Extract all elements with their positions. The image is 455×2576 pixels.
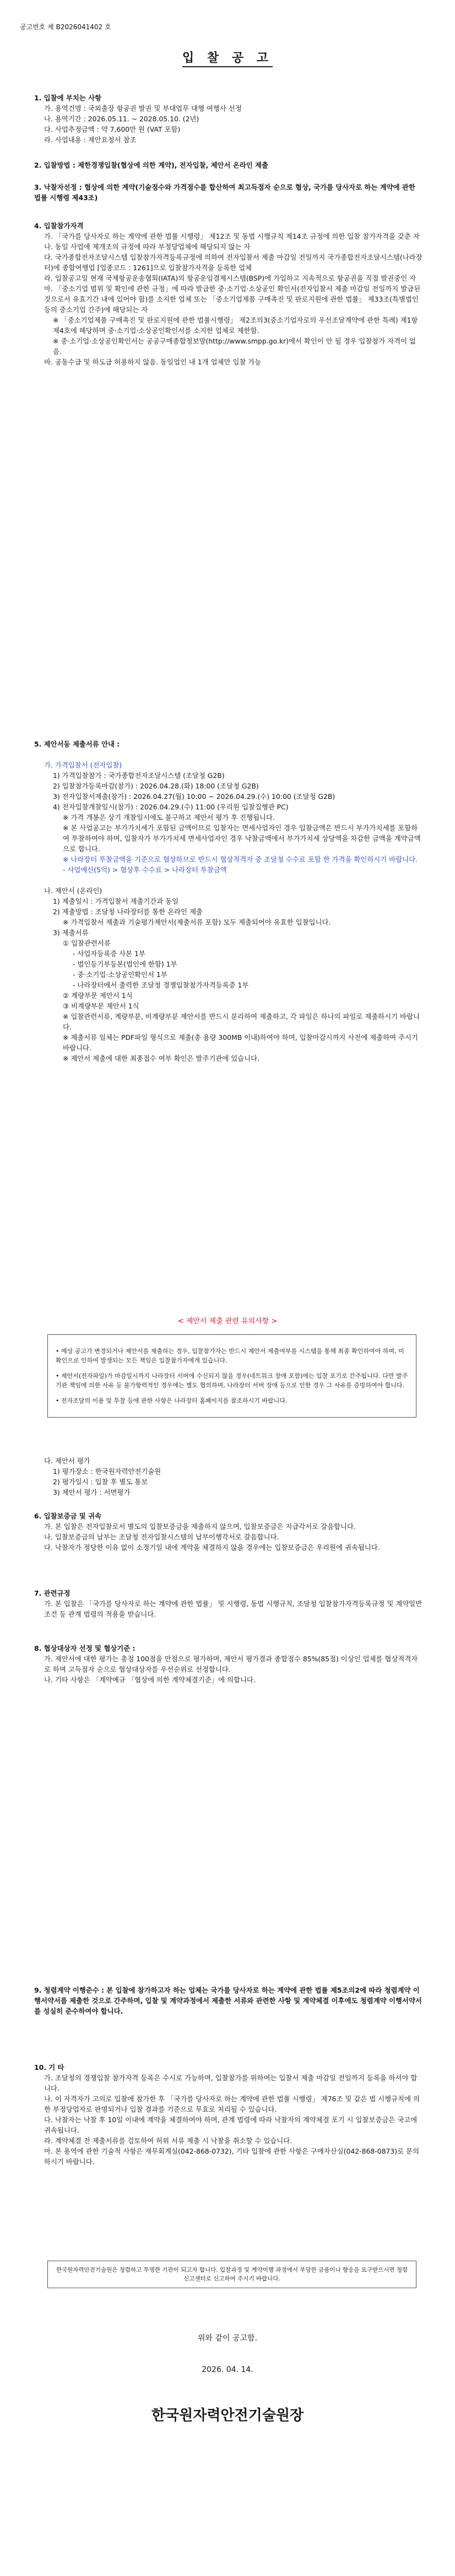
section-7: 7. 관련규정 가. 본 입찰은 「국가를 당사자로 하는 계약에 관한 법률」 및 시행령, 동법 시행규칙, 조달청 입찰참가자격등록규정 및 계약일반조건 등 관계 법령의 적용을 받습니다.	[34, 1589, 422, 1618]
notice-box: • 예상 공고가 변경되거나 제안서를 제출하는 경우, 입찰참가자는 반드시 제안서 제출여부를 시스템을 통해 최종 확인하여야 하며, 미확인으로 인하여 발생되는 모든 책임은 입찰참가자에게 있습니다. • 제안서(전자파일)가 마감일시까지 나라장터 서버에 수신되지 않을 경우(네트워크 장애 포함)에는 입찰 포기로 간주됩니다. 다만 발주기관 책임에 의한 사유 등 불가항력적인 경우에는 별도 협의하며, 나라장터 서버 장애 등으로 인한 경우 그 사유를 증빙하여야 합니다. • 전자조달의 이용 및 투찰 등에 관한 사항은 나라장터 홈페이지를 참조하시기 바랍니다.	[47, 1334, 416, 1418]
section-9: 9. 청렴계약 이행준수 : 본 입찰에 참가하고자 하는 업체는 국가를 당사자로 하는 계약에 관한 법률 제5조의2에 따라 청렴계약 이행서약서를 제출한 것으로 간주하며, 입찰 및 계약과정에서 제출한 서류와 관련한 사항 및 계약체결 이후에도 청렴계약 이행서약서를 성실히 준수하여야 합니다.	[34, 1986, 422, 2015]
closing-date: 2026. 04. 14.	[202, 2365, 253, 2374]
section-1: 1. 입찰에 부치는 사항 가. 용역건명 : 국외출장 항공권 발권 및 부대업무 대행 여행사 선정 나. 용역기간 : 2026.05.11. ~ 2028.05.10. (2년) 다. 사업추정금액 : 약 7,600만 원 (VAT 포함) 라. 사업내용 : 제안요청서 참조	[34, 94, 242, 144]
integrity-notice: 한국원자력안전기술원은 청렴하고 투명한 기관이 되고자 합니다. 입찰과정 및 계약이행 과정에서 부당한 금품이나 향응을 요구받으시면 청렴신고센터로 신고하여 주시기 바랍니다.	[47, 2261, 416, 2288]
section-10: 10. 기 타 가. 조달청의 경쟁입찰 참가자격 등록은 수시로 가능하며, 입찰참가를 위하여는 입찰서 제출 마감일 전일까지 등록을 하셔야 합니다. 나. 이 자격자가 고의로 입찰에 참가한 후 「국가를 당사자로 하는 계약에 관한 법률 시행령」 제76조 및 같은 법 시행규칙에 의한 부정당업자로 판명되거나 입찰 결과를 기준으로 무효로 처리될 수 있습니다. 다. 낙찰자는 낙찰 후 10일 이내에 계약을 체결하여야 하며, 관계 법령에 따라 낙찰자의 계약체결 포기 시 입찰보증금은 국고에 귀속됩니다. 라. 계약체결 전 제출서류를 검토하여 허위 서류 제출 시 낙찰을 취소할 수 있습니다. 마. 본 용역에 관한 기술적 사항은 재무회계실(042-868-0732), 기타 입찰에 관한 사항은 구매자산실(042-868-0873)로 문의하시기 바랍니다.	[34, 2063, 420, 2166]
issuer: 한국원자력안전기술원장	[151, 2407, 304, 2424]
section-5-evaluation: 다. 제안서 평가 1) 평가장소 : 한국원자력안전기술원 2) 평가일시 : 입찰 후 별도 통보 3) 제안서 평가 : 서면평가	[44, 1457, 161, 1496]
closing-line: 위와 같이 공고함.	[197, 2334, 258, 2343]
section-4: 4. 입찰참가자격 가. 「국가를 당사자로 하는 계약에 관한 법률 시행령」 제12조 및 동법 시행규칙 제14조 규정에 의한 입찰 참가자격을 갖춘 자 나. 동일 사업에 제개조의 규정에 따라 부정당업체에 해당되지 않는 자 다. 국가종합전자조달시스템 입찰참가자격등록규정에 의하여 전자입찰서 제출 마감일 전일까지 국가종합전자조달시스템(나라장터)에 종합여행업 [업종코드 : 1261]으로 입찰참가자격을 등록한 업체 라. 입찰공고일 현재 국제항공운송협회(IATA)의 항공운임결제시스템(BSP)에 가입하고 지속적으로 항공권을 직접 발권중인 자 마. 「중소기업 범위 및 확인에 관한 규정」에 따라 발급한 중·소기업·소상공인 확인서(전자입찰서 제출 마감일 전일까지 발급된 것으로서 유효기간 내에 있어야 함)를 소지한 업체 또는 「중소기업제품 구매촉진 및 판로지원에 관한 법률」 제33조(특별법인 등의 중소기업 간주)에 해당되는 자 ※ 「중소기업제품 구매촉진 및 판로지원에 관한 법률시행령」 제2조의3(중소기업자로의 우선조달계약에 관한 특례) 제1항 제4호에 해당하며 중·소기업·소상공인확인서를 소지한 업체로 제한함. ※ 중·소기업·소상공인확인서는 공공구매종합정보망(http://www.smpp.go.kr)에서 확인이 안 될 경우 입찰참가 자격이 없음. 바. 공동수급 및 하도급 허용하지 않음. 동일업인 내 1개 업체만 입찰 가능	[34, 222, 422, 366]
section-6: 6. 입찰보증금 및 귀속 가. 본 입찰은 전자입찰로서 별도의 입찰보증금을 제출하지 않으며, 입찰보증금은 지급각서로 갈음합니다. 나. 입찰보증금의 납부는 조달청 전자입찰시스템의 납부이행각서로 갈음합니다. 다. 낙찰자가 정당한 이유 없이 소정기일 내에 계약을 체결하지 않을 경우에는 입찰보증금은 우리원에 귀속됩니다.	[34, 1512, 380, 1552]
notice-title: < 제안서 제출 관련 유의사항 >	[177, 1317, 278, 1325]
page-title: 입 찰 공 고	[0, 49, 455, 66]
doc-number: 공고번호 제 B2026041402 호	[20, 23, 111, 31]
section-8: 8. 협상대상자 선정 및 협상기준 : 가. 제안서에 대한 평가는 총점 100점을 만점으로 평가하며, 제안서 평가결과 종합점수 85%(85점) 이상인 업체를 협상적격자로 하며 고득점자 순으로 협상대상자를 우선순위로 선정합니다. 나. 기타 사항은 「계약예규 「협상에 의한 계약체결기준」에 의합니다.	[34, 1644, 418, 1684]
section-3: 3. 낙찰자선정 : 협상에 의한 계약(기술점수와 가격점수를 합산하여 최고득점자 순으로 협상, 국가를 당사자로 하는 계약에 관한 법률 시행령 제43조)	[34, 183, 415, 202]
section-5: 5. 제안서등 제출서류 안내 : 가. 가격입찰서 (전자입찰) 1) 가격입찰참가 : 국가종합전자조달시스템 (조달청 G2B) 2) 입찰참가등록마감(참가) : 2026.04.28.(화) 18:00 (조달청 G2B) 3) 전자입찰서제출(참가) : 2026.04.27(월) 10:00 ~ 2026.04.29.(수) 10:00 (조달청 G2B) 4) 전자입찰개찰일시(참가) : 2026.04.29.(수) 11:00 (우리원 입찰집행관 PC) ※ 가격 개봉은 상기 개찰일시에도 불구하고 제안서 평가 후 진행됩니다. ※ 본 사업공고는 부가가치세가 포함된 금액이므로 입찰자는 면세사업자인 경우 입찰금액은 반드시 부가가치세를 포함하여 투찰하여야 하며, 입찰자가 부가가치세 면세사업자인 경우 낙찰금액에서 부가가치세 상당액을 차감한 금액을 계약금액으로 합니다. ※ 나라장터 투찰금액을 기준으로 협상하므로 반드시 협상적격자 중 조달청 수수료 포함 한 가격을 확인하시기 바랍니다. - 사업예산(5억) > 협상후 수수료 > 나라장터 투찰금액 나. 제안서 (온라인) 1) 제출일시 : 가격입찰서 제출기간과 동일 2) 제출방법 : 조달청 나라장터를 통한 온라인 제출 ※ 가격입찰서 제출과 기술평가제안서(제출서류 포함) 모두 제출되어야 유효한 입찰입니다. 3) 제출서류 ① 입찰관련서류 - 사업자등록증 사본 1부 - 법인등기부등본(법인에 한함) 1부 - 중·소기업·소상공인확인서 1부 - 나라장터에서 출력한 조달청 경쟁입찰참가자격등록증 1부 ② 계량부문 제안서 1식 ③ 비계량부문 제안서 1식 ※ 입찰관련서류, 계량부분, 비계량부분 제안서를 반드시 분리하여 제출하고, 각 파일은 하나의 파일로 제출하시기 바랍니다. ※ 제출서류 일체는 PDF파일 형식으로 제출(총 용량 300MB 이내)하여야 하며, 입찰마감시까지 사전에 제출하여 주시기 바랍니다. ※ 제안서 제출에 대한 최종접수 여부 확인은 발주기관에 있습니다.	[34, 740, 421, 1062]
section-2: 2. 입찰방법 : 제한경쟁입찰(협상에 의한 계약), 전자입찰, 제안서 온라인 제출	[34, 161, 268, 169]
